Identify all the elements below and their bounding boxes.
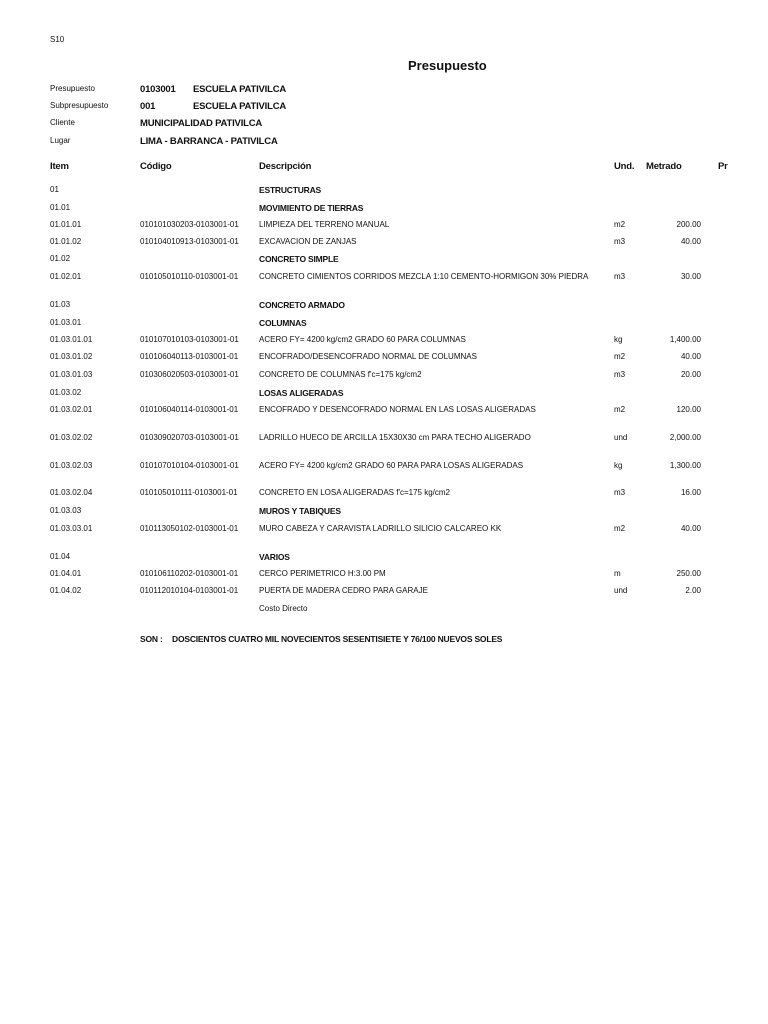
- cell-codigo: 010113050102-0103001-01: [140, 524, 239, 533]
- header-field-label: Subpresupuesto: [50, 101, 109, 110]
- cell-und: m2: [614, 352, 626, 361]
- header-field-presupuesto: [0, 84, 768, 96]
- cell-item: 01.04.01: [50, 569, 82, 578]
- header-field-label: Presupuesto: [50, 84, 95, 93]
- cell-descripcion: PUERTA DE MADERA CEDRO PARA GARAJE: [259, 586, 428, 595]
- header-field-value: ESCUELA PATIVILCA: [193, 101, 287, 112]
- table-row: [0, 220, 768, 232]
- table-group-row: [0, 318, 768, 330]
- table-row: [0, 461, 768, 473]
- cell-und: m3: [614, 272, 626, 281]
- cell-descripcion: ACERO FY= 4200 kg/cm2 GRADO 60 PARA COLUMNAS: [259, 335, 466, 344]
- cell-descripcion: VARIOS: [259, 552, 290, 562]
- cell-descripcion: CONCRETO EN LOSA ALIGERADAS f'c=175 kg/cm2: [259, 488, 451, 497]
- cell-item: 01.03.02.01: [50, 405, 93, 414]
- column-header-item: Item: [50, 161, 69, 172]
- cell-item: 01.01.02: [50, 237, 82, 246]
- cell-codigo: 010106110202-0103001-01: [140, 569, 239, 578]
- cell-codigo: 010107010103-0103001-01: [140, 335, 239, 344]
- column-header-und: Und.: [614, 161, 635, 172]
- cell-descripcion: MOVIMIENTO DE TIERRAS: [259, 203, 364, 213]
- cell-item: 01.03.02.03: [50, 461, 93, 470]
- cell-metrado: 2.00: [685, 586, 701, 595]
- cell-und: m2: [614, 220, 626, 229]
- table-row: [0, 488, 768, 500]
- cell-metrado: 1,400.00: [669, 335, 701, 344]
- header-field-value: ESCUELA PATIVILCA: [193, 84, 287, 95]
- header-field-subpresupuesto: [0, 101, 768, 113]
- cell-item: 01.03.01.01: [50, 335, 93, 344]
- cell-codigo: 010306020503-0103001-01: [140, 370, 239, 379]
- son-label: SON :: [140, 634, 163, 644]
- cell-codigo: 010105010111-0103001-01: [140, 488, 238, 497]
- cell-metrado: 16.00: [680, 488, 701, 497]
- header-field-code: 001: [140, 101, 156, 112]
- header-field-label: Cliente: [50, 118, 75, 127]
- cell-item: 01.03.01.02: [50, 352, 93, 361]
- cell-item: 01.02: [50, 254, 71, 263]
- cell-und: m3: [614, 488, 626, 497]
- table-group-row: [0, 506, 768, 518]
- table-row: [0, 569, 768, 581]
- cell-item: 01.03.02.04: [50, 488, 93, 497]
- cell-codigo: 010105010110-0103001-01: [140, 272, 239, 281]
- cell-descripcion: COLUMNAS: [259, 318, 307, 328]
- column-header-codigo: Código: [140, 161, 172, 172]
- cell-und: m2: [614, 524, 626, 533]
- cell-descripcion: CONCRETO ARMADO: [259, 300, 345, 310]
- cell-und: und: [614, 433, 628, 442]
- table-group-row: [0, 185, 768, 197]
- cell-item: 01.03.02: [50, 388, 82, 397]
- cell-und: m3: [614, 237, 626, 246]
- column-header-precio: Pr: [718, 161, 728, 172]
- cell-metrado: 40.00: [680, 237, 701, 246]
- cell-und: m2: [614, 405, 626, 414]
- cell-item: 01.01.01: [50, 220, 82, 229]
- cell-descripcion: ACERO FY= 4200 kg/cm2 GRADO 60 PARA PARA LOSAS ALIGERADAS: [259, 461, 524, 470]
- header-field-lugar: [0, 136, 768, 148]
- table-row: [0, 335, 768, 347]
- cell-codigo: 010101030203-0103001-01: [140, 220, 239, 229]
- system-label: S10: [50, 35, 65, 44]
- table-group-row: [0, 300, 768, 312]
- cell-descripcion: MUROS Y TABIQUES: [259, 506, 341, 516]
- cell-codigo: 010112010104-0103001-01: [140, 586, 239, 595]
- cell-metrado: 30.00: [680, 272, 701, 281]
- table-row: [0, 524, 768, 536]
- cell-descripcion: CONCRETO DE COLUMNAS f'c=175 kg/cm2: [259, 370, 422, 379]
- cell-item: 01.03.01.03: [50, 370, 93, 379]
- cell-descripcion: MURO CABEZA Y CARAVISTA LADRILLO SILICIO CALCAREO KK: [259, 524, 502, 533]
- cell-item: 01.03.03: [50, 506, 82, 515]
- cell-item: 01: [50, 185, 59, 194]
- cell-descripcion: ESTRUCTURAS: [259, 185, 322, 195]
- column-header-metrado: Metrado: [646, 161, 682, 172]
- cell-und: m: [614, 569, 621, 578]
- cell-metrado: 40.00: [680, 352, 701, 361]
- cell-codigo: 010104010913-0103001-01: [140, 237, 239, 246]
- cell-metrado: 40.00: [680, 524, 701, 533]
- header-field-value: LIMA - BARRANCA - PATIVILCA: [140, 136, 278, 147]
- table-row: [0, 586, 768, 598]
- costo-directo-label: Costo Directo: [259, 604, 308, 613]
- table-group-row: [0, 552, 768, 564]
- cell-descripcion: LADRILLO HUECO DE ARCILLA 15X30X30 cm PARA TECHO ALIGERADO: [259, 433, 531, 442]
- table-row: [0, 433, 768, 445]
- column-header-descripcion: Descripción: [259, 161, 312, 172]
- cell-codigo: 010106040114-0103001-01: [140, 405, 239, 414]
- cell-und: kg: [614, 335, 623, 344]
- header-field-value: MUNICIPALIDAD PATIVILCA: [140, 118, 263, 129]
- cell-item: 01.04: [50, 552, 71, 561]
- cell-item: 01.03.03.01: [50, 524, 93, 533]
- table-row: [0, 237, 768, 249]
- cell-metrado: 2,000.00: [669, 433, 701, 442]
- header-field-code: 0103001: [140, 84, 176, 95]
- cell-descripcion: LIMPIEZA DEL TERRENO MANUAL: [259, 220, 390, 229]
- cell-item: 01.01: [50, 203, 71, 212]
- cell-descripcion: CONCRETO SIMPLE: [259, 254, 339, 264]
- table-row: [0, 272, 768, 284]
- cell-und: kg: [614, 461, 623, 470]
- cell-codigo: 010106040113-0103001-01: [140, 352, 239, 361]
- cell-item: 01.02.01: [50, 272, 82, 281]
- cell-descripcion: EXCAVACION DE ZANJAS: [259, 237, 357, 246]
- cell-descripcion: CERCO PERIMETRICO H:3.00 PM: [259, 569, 386, 578]
- cell-descripcion: ENCOFRADO Y DESENCOFRADO NORMAL EN LAS LOSAS ALIGERADAS: [259, 405, 536, 414]
- table-row: [0, 405, 768, 417]
- table-group-row: [0, 388, 768, 400]
- cell-und: m3: [614, 370, 626, 379]
- cell-metrado: 1,300.00: [669, 461, 701, 470]
- son-amount-text: DOSCIENTOS CUATRO MIL NOVECIENTOS SESENTISIETE Y 76/100 NUEVOS SOLES: [172, 634, 503, 644]
- cell-descripcion: CONCRETO CIMIENTOS CORRIDOS MEZCLA 1:10 CEMENTO-HORMIGON 30% PIEDRA: [259, 272, 589, 281]
- cell-und: und: [614, 586, 628, 595]
- page-title: Presupuesto: [408, 58, 487, 73]
- header-field-label: Lugar: [50, 136, 71, 145]
- cell-metrado: 120.00: [676, 405, 701, 414]
- cell-metrado: 250.00: [676, 569, 701, 578]
- table-row: [0, 370, 768, 382]
- cell-metrado: 20.00: [680, 370, 701, 379]
- column-header-row: [0, 161, 768, 173]
- cell-item: 01.03.02.02: [50, 433, 93, 442]
- cell-descripcion: ENCOFRADO/DESENCOFRADO NORMAL DE COLUMNAS: [259, 352, 477, 361]
- table-group-row: [0, 203, 768, 215]
- cell-item: 01.04.02: [50, 586, 82, 595]
- header-field-cliente: [0, 118, 768, 130]
- table-group-row: [0, 254, 768, 266]
- cell-metrado: 200.00: [676, 220, 701, 229]
- cell-item: 01.03: [50, 300, 71, 309]
- cell-descripcion: LOSAS ALIGERADAS: [259, 388, 344, 398]
- table-row: [0, 352, 768, 364]
- cell-item: 01.03.01: [50, 318, 82, 327]
- cell-codigo: 010107010104-0103001-01: [140, 461, 239, 470]
- cell-codigo: 010309020703-0103001-01: [140, 433, 239, 442]
